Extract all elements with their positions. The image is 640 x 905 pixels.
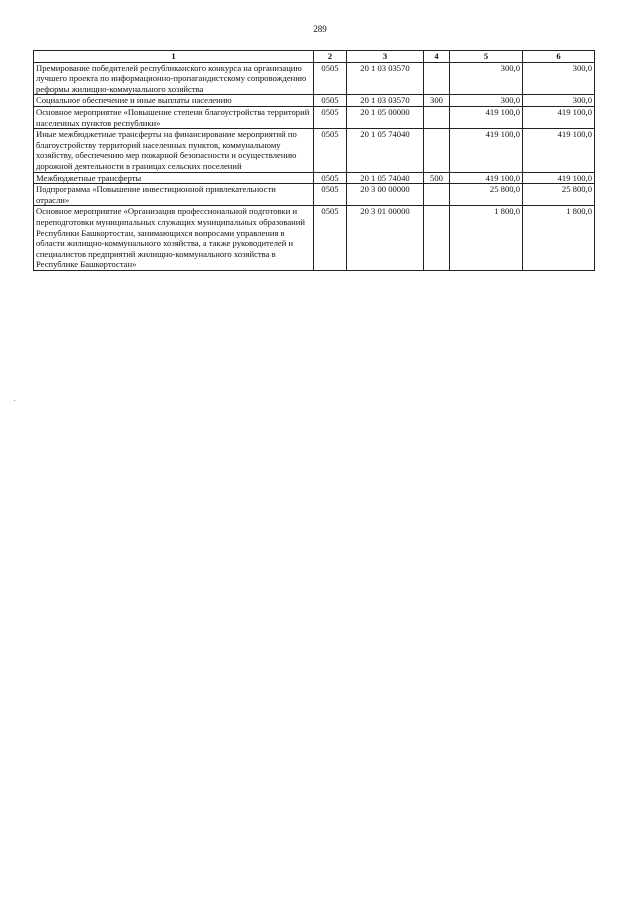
table-row [34, 95, 595, 107]
row-amount-2: 419 100,0 [523, 172, 595, 184]
row-amount-2: 300,0 [523, 62, 595, 95]
row-target-code: 20 1 03 03570 [347, 95, 424, 107]
header-col-6: 6 [523, 51, 595, 63]
header-col-2: 2 [314, 51, 347, 63]
table-row [34, 62, 595, 95]
row-amount-1: 419 100,0 [450, 129, 523, 172]
row-name: Межбюджетные трансферты [34, 172, 314, 184]
row-amount-2: 25 800,0 [523, 184, 595, 206]
row-expense-type [424, 62, 450, 95]
header-col-5: 5 [450, 51, 523, 63]
row-target-code: 20 1 03 03570 [347, 62, 424, 95]
row-amount-1: 300,0 [450, 62, 523, 95]
row-section-code: 0505 [314, 206, 347, 271]
row-target-code: 20 1 05 74040 [347, 172, 424, 184]
table-row [34, 184, 595, 206]
row-expense-type [424, 206, 450, 271]
row-expense-type: 300 [424, 95, 450, 107]
row-target-code: 20 3 01 00000 [347, 206, 424, 271]
page-number: 289 [313, 24, 327, 34]
header-col-4: 4 [424, 51, 450, 63]
table-row [34, 172, 595, 184]
header-col-3: 3 [347, 51, 424, 63]
row-expense-type [424, 129, 450, 172]
table-row [34, 206, 595, 271]
row-section-code: 0505 [314, 95, 347, 107]
row-name: Основное мероприятие «Повышение степени благоустройства территорий населенных пунктов республики» [34, 106, 314, 128]
row-amount-1: 25 800,0 [450, 184, 523, 206]
budget-table [33, 50, 595, 271]
row-amount-2: 1 800,0 [523, 206, 595, 271]
row-name: Основное мероприятие «Организация профессиональной подготовки и переподготовки муниципальных служащих муниципальных образований Республики Башкортостан, занимающихся вопросами управления в области жилищно-коммунального хозяйства, а также руководителей и специалистов предприятий жилищно-коммунального хозяйства в Республике Башкортостан» [34, 206, 314, 271]
row-name: Подпрограмма «Повышение инвестиционной привлекательности отрасли» [34, 184, 314, 206]
table-row [34, 129, 595, 172]
row-name: Социальное обеспечение и иные выплаты населению [34, 95, 314, 107]
row-amount-2: 419 100,0 [523, 129, 595, 172]
row-target-code: 20 1 05 00000 [347, 106, 424, 128]
row-name: Иные межбюджетные трансферты на финансирование мероприятий по благоустройству территорий населенных пунктов, коммунальному хозяйству, обеспечению мер пожарной безопасности и осуществлению дорожной деятельности в границах сельских поселений [34, 129, 314, 172]
row-name: Премирование победителей республиканского конкурса на организацию лучшего проекта по информационно-пропагандистскому сопровождению реформы жилищно-коммунального хозяйства [34, 62, 314, 95]
row-amount-2: 419 100,0 [523, 106, 595, 128]
scan-speck [14, 400, 15, 401]
row-expense-type: 500 [424, 172, 450, 184]
row-target-code: 20 3 00 00000 [347, 184, 424, 206]
row-expense-type [424, 184, 450, 206]
table-row [34, 106, 595, 128]
row-section-code: 0505 [314, 106, 347, 128]
row-expense-type [424, 106, 450, 128]
row-amount-1: 300,0 [450, 95, 523, 107]
row-section-code: 0505 [314, 184, 347, 206]
row-section-code: 0505 [314, 129, 347, 172]
row-section-code: 0505 [314, 172, 347, 184]
row-amount-2: 300,0 [523, 95, 595, 107]
row-amount-1: 419 100,0 [450, 172, 523, 184]
row-target-code: 20 1 05 74040 [347, 129, 424, 172]
row-amount-1: 1 800,0 [450, 206, 523, 271]
header-row [34, 51, 595, 63]
row-section-code: 0505 [314, 62, 347, 95]
header-col-1: 1 [34, 51, 314, 63]
row-amount-1: 419 100,0 [450, 106, 523, 128]
